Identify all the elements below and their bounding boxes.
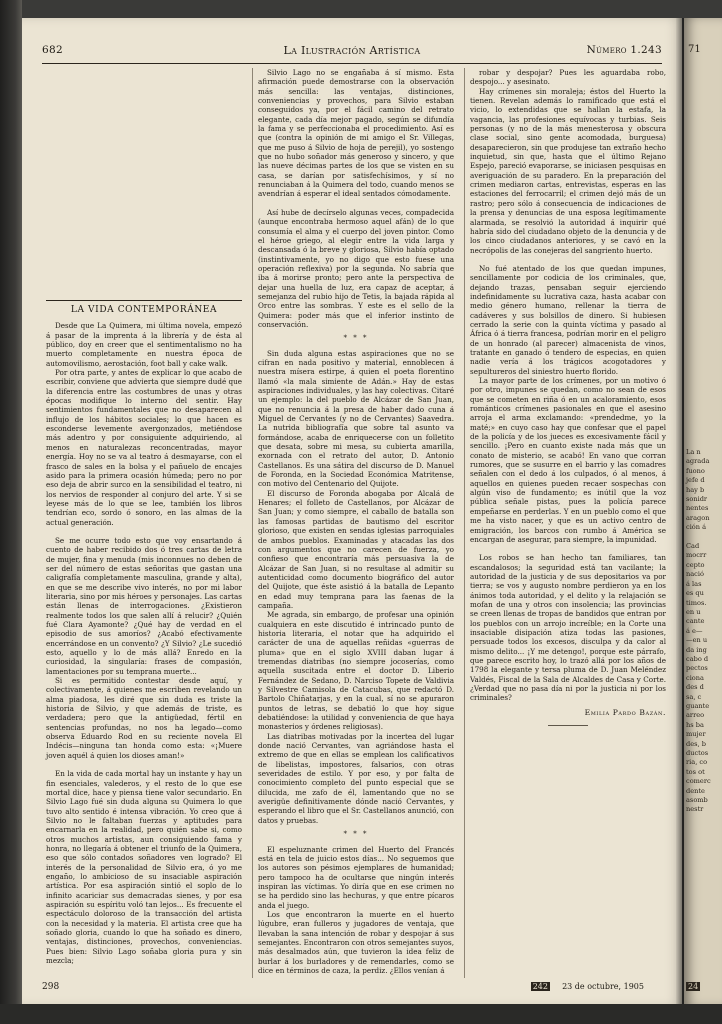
adjacent-page-line: nentes: [686, 504, 709, 513]
adjacent-page-line: fuono: [686, 466, 705, 475]
paragraph: Desde que La Quimera, mi última novela, empezó á pasar de la imprenta á la librería y de ésta al público, doy en creer que el sentimentalismo no ha muerto completamente en nuestra época de automovilismo, aerostación, foot ball y cake walk.: [46, 321, 242, 368]
adjacent-page-line: pectos: [686, 664, 708, 673]
scan-bottom-edge: [0, 1004, 722, 1024]
adjacent-page-line: ciona: [686, 673, 704, 682]
paragraph-gap: [46, 760, 242, 769]
paragraph: La mayor parte de los crímenes, por un motivo ó por otro, impunes se quedan, como no sean de esos que se cometen en riña ó en un acaloramiento, esos románticos crímenes pasionales en que el asesino arroja el arma exclamando: «prendedme, yo la maté;» en cuyo caso hay que confesar que el papel de la policía y de los jueces es excesivamente fácil y sencillo. ¡Pero en cuanto existe nada más que un conato de misterio, se acabó! En vano que corran rumores, que se susurre en el barrio y las comadres señalen con el dedo á los culpados, ó al menos, á aquellos en quienes pueden recaer sospechas con algún viso de fundamento; es inútil que la voz pública señale pistas, pues la policía parece empeñarse en perderlas. Y en un pueblo como el que me ha visto nacer, y que es un activo centro de emigración, los barcos con rumbo á América se encargan de asegurar, para siempre, la impunidad.: [470, 376, 666, 544]
page-footer: [42, 980, 662, 998]
scan-left-edge: [0, 0, 22, 1024]
paragraph: El discurso de Foronda abogaba por Alcalá de Henares; el folleto de Castellanos, por Alcázar de San Juan; y como siempre, el caballo de batalla son las famosas partidas de bautismo del escritor glorioso, que existen en sendas iglesias parroquiales de ambos pueblos. Examinadas y atacadas las dos con argumentos que no carecen de fuerza, yo confieso que encontraría más persuasiva la de Alcázar de San Juan, si no resultase al admitir su autenticidad como documento biográfico del autor del Quijote, que éste asistió á la batalla de Lepanto en edad muy temprana para las faenas de la campaña.: [258, 488, 454, 610]
adjacent-page-line: Cad: [686, 542, 700, 551]
adjacent-page-line: des, b: [686, 739, 706, 748]
adjacent-page-line: ria, co: [686, 758, 708, 767]
adjacent-page-line: aragon: [686, 513, 710, 522]
paragraph: Me agrada, sin embargo, de profesar una opinión cualquiera en este discutido é intrincado punto de historia literaria, el notar que ha adquirido el carácter de una de aquellas reñidas «guerras de pluma» que en el siglo XVIII daban lugar á tremendas diatribas (no siempre jocoserías, como aquella suscitada entre el doctor D. Liberio Fernández de Sedano, D. Narciso Topete de Valdivia y Silvestre Camisola de Catacubas, que redactó D. Bartolo Chiñatarjas, y en la cual, sí no se apuraron puntos de letras, se debatió lo que hoy sigue debatiéndose: la utilidad y conveniencia de que haya monasterios y órdenes religiosas).: [258, 610, 454, 732]
adjacent-page-line: sa, c: [686, 692, 702, 701]
adjacent-page-line: cabo d: [686, 654, 709, 663]
section-title: LA VIDA CONTEMPORÁNEA: [70, 305, 218, 315]
column-2: [258, 68, 454, 975]
adjacent-page-line: nació: [686, 570, 704, 579]
adjacent-page-line: á las: [686, 579, 702, 588]
paragraph-gap: [46, 527, 242, 536]
section-rule: [46, 300, 242, 301]
adjacent-page-line: cante: [686, 617, 705, 626]
adjacent-page-header: 71: [688, 44, 701, 55]
column-1-top-space: [46, 68, 242, 300]
adjacent-page-line: hs ba: [686, 720, 704, 729]
adjacent-page-line: —en u: [686, 636, 708, 645]
adjacent-page-line: agrada: [686, 457, 710, 466]
column-3: [470, 68, 666, 726]
page-number: 682: [42, 44, 63, 56]
adjacent-page-line: La n: [686, 448, 701, 456]
adjacent-page-line: mujer: [686, 730, 706, 739]
signature-rule: [548, 725, 588, 726]
paragraph-gap: [470, 255, 666, 264]
adjacent-page-line: en u: [686, 607, 701, 616]
header-rule: [42, 63, 662, 64]
adjacent-page-line: ción á: [686, 523, 707, 532]
adjacent-page-line: nestr: [686, 805, 704, 814]
paragraph: robar y despojar? Pues les aguardaba robo, despojo... y asesinato.: [470, 68, 666, 87]
magazine-page: [22, 18, 682, 1006]
section-stars: * * *: [343, 830, 369, 839]
paragraph: Hay crímenes sin moraleja; éstos del Huerto la tienen. Revelan además lo ramificado que está el vicio, lo extendidas que se hallan la estafa, la vagancia, las profesiones equívocas y turbias. Seis personas (y no de la más menesterosa y obscura clase social, sino gente acomodada, burguesa) desaparecieron, sin que produjese tan extraño hecho inquietud, sin que, hasta que el último Rejano Espejo, pareció evaporarse, se iniciasen pesquisas en averiguación de su paradero. En la preparación del crimen mediaron cartas, entrevistas, esperas en las estaciones del ferrocarril; el crimen dejó más de un rastro; pero sólo á consecuencia de indicaciones de la prensa y denuncias de una esposa legítimamente alarmada, se resolvió la autoridad á inquirir qué habría sido del ciudadano objeto de la denuncia y de los cinco ciudadanos anteriores, y se cavó en la necrópolis de las conejeras del sangriento huerto.: [470, 86, 666, 255]
adjacent-page-footer: 24: [688, 982, 699, 991]
adjacent-page-line: á e—: [686, 626, 703, 635]
publication-title: La Ilustración Artística: [283, 44, 421, 57]
section-stars: * * *: [343, 334, 369, 343]
adjacent-page-line: dente: [686, 786, 705, 795]
issue-number: Número 1.243: [586, 44, 662, 56]
paragraph: Silvio Lago no se engañaba á sí mismo. Esta afirmación puede demostrarse con la observación más sencilla: las ventajas, distinciones, conveniencias y provechos, para Silvio estaban conseguidos ya, por el fácil camino del retrato elegante, cada día mejor pagado, según se difundía la fama y se perfeccionaba el procedimiento. Así es que (contra la opinión de mi amigo el Sr. Villegas, que me puso á Silvio de hoja de perejil), yo sostengo que no hubo soñador más generoso y sincero, y que las nueve décimas partes de los que se visten en su casa, se darían por satisfechísimos, y sí no renunciaban á la Quimera del todo, cuando menos se avendrían á esperar el ideal sentados cómodamente.: [258, 68, 454, 199]
adjacent-page-line: mocrr: [686, 551, 707, 560]
paragraph: El espeluznante crimen del Huerto del Francés está en tela de juicio estos días... No seguemos que los autores son pésimos ejemplares de humanidad; pero tampoco ha de ocultarse que ningún interés inspiran las víctimas. Yo diría que en ese crimen no se ha perdido sino las hechuras, y que entre pícaros anda el juego.: [258, 844, 454, 910]
page-header: [42, 40, 662, 62]
adjacent-page-line: guante: [686, 701, 710, 710]
adjacent-page-line: [686, 533, 722, 542]
adjacent-page-line: des d: [686, 683, 704, 692]
author-signature: Emilia Pardo Bazán.: [584, 707, 666, 717]
adjacent-page-line: hay b: [686, 485, 705, 494]
column-rule: [252, 68, 253, 978]
footer-date: 23 de octubre, 1905: [562, 982, 644, 991]
footer-issue-box: 242: [532, 982, 548, 991]
adjacent-page-line: da ing: [686, 645, 707, 654]
paragraph: Si es permitido contestar desde aquí, y colectivamente, á quienes me escriben revelando un alma piadosa, les diré que sin duda es triste la historia de Silvio, y que además de triste, es verdadera; pero que la antigüedad, fértil en sentencias profundas, no nos ha legado—como observa Eduardo Rod en su reciente novela El Indécis—ninguna tan honda como esta: «¡Muere joven aquél á quien los dioses aman!»: [46, 676, 242, 760]
adjacent-page-line: tos ot: [686, 767, 705, 776]
adjacent-page-line: sonidr: [686, 495, 708, 504]
adjacent-page-line: ductos: [686, 749, 709, 757]
paragraph: Las diatribas motivadas por la incertea del lugar donde nació Cervantes, van agriándose hasta el extremo de que en ellas se emplean los calificativos de libelistas, impostores, falsarios, con otras severidades de estilo. Y por eso, y por falta de conocimiento completo del punto especial que se dilucida, me zafo de él, lamentando que no se averigüe definitivamente dónde nació Cervantes, y esperando el libro que el Sr. Castellanos anunció, con datos y pruebas.: [258, 731, 454, 825]
paragraph: Por otra parte, y antes de explicar lo que acabo de escribir, conviene que advierta que siempre dudé que la diferencia entre las costumbres de unas y otras épocas modifique lo interno del sentir. Hay sentimientos fundamentales que no desaparecen al influjo de los hábitos sociales; lo que hacen es esconderse levemente avergonzados, metiéndose más adentro y por consiguiente adquiriendo, al menos en naturalezas reconcentradas, mayor energía. Hoy no se va al teatro á desmayarse, con el frasco de sales en la bolsa y el pañuelo de encajes asido para la primera ocasión húmeda; pero no por eso deja de abrir surco en la sensibilidad el teatro, ni los nervios de responder al conjuro del arte. Y si se leyese más de lo que se lee, también los libros tendrían eco, sordo ó sonoro, en las almas de la actual generación.: [46, 368, 242, 527]
paragraph-gap: [470, 544, 666, 553]
column-rule: [464, 68, 465, 978]
paragraph: Así hube de decírselo algunas veces, compadecida (aunque encontraba hermoso aquel afán) de lo que consumía el alma y el cuerpo del joven pintor. Como el héroe griego, al elegir entre la vida larga y descansada ó la breve y gloriosa, Silvio había optado (instintivamente, yo no digo que esto fuese una operación reflexiva) por la segunda. No sabría que iba á morirse pronto; pero ante la perspectiva de dejar una huella de luz, era capaz de aceptar, á semejanza del rubio hijo de Tetis, la bajada rápida al Orco entre las sombras. Y este es el sello de la Quimera: poder más que el inferior instinto de conservación.: [258, 207, 454, 329]
adjacent-page-line: asomb: [686, 796, 708, 805]
adjacent-page: [684, 18, 722, 1006]
paragraph: Sin duda alguna estas aspiraciones que no se cifran en nada positivo y material, ennoblecen á nuestra mísera estirpe, á quien el poeta florentino llamó «la mala simiente de Adán.» Hay de estas aspiraciones individuales, y las hay colectivas. Citaré un ejemplo: la del pueblo de Alcázar de San Juan, que no renuncia á la presa de haber dado cuna á Miguel de Cervantes (y no de Cervantes) Saavedra. La nutrida bibliografía que sobre tal asunto va formándose, acaba de enriquecerse con un folletito que desata, sobre mi mesa, su cubierta amarilla, exornada con el retrato del autor, D. Antonio Castellanos. Es una sátira del discurso de D. Manuel de Foronda, en la Sociedad Económica Matritense, con motivo del Centenario del Quijote.: [258, 348, 454, 489]
footer-folio: 298: [42, 982, 60, 992]
adjacent-page-line: timos.: [686, 598, 707, 607]
paragraph: No fué atentado de los que quedan impunes, sencillamente por codicia de los criminales, que, dejando trazas, pensaban seguir ejerciendo indefinidamente su lucrativa caza, hasta acabar con medio género humano, rellenar la tierra de cadáveres y sus bolsillos de dinero. Si hubiesen cerrado la serie con la quinta víctima y pasado al África ó á tierra francesa, podrían morir en el peligro de un honrado (al parecer) almacenista de vinos, tratante en ganado ó tendero de especias, en quien nadie vería á los trágicos acogotadores y sepultureros del siniestro huerto florido.: [470, 263, 666, 376]
adjacent-page-line: arreo: [686, 711, 705, 720]
adjacent-page-text: [686, 448, 722, 815]
paragraph: Los que encontraron la muerte en el huerto lúgubre, eran fulleros y jugadores de ventaja, que llevaban la sana intención de robar y despojar á sus semejantes. Encontraron con otros semejantes suyos, más desalmados aún, que tuvieron la idea feliz de burlar á los burladores y de remendarles, como se dice en términos de caza, la perdiz. ¿Ellos venían á: [258, 909, 454, 975]
adjacent-page-line: cepto: [686, 560, 705, 569]
paragraph-gap: [258, 199, 454, 208]
paragraph: Se me ocurre todo esto que voy ensartando á cuento de haber recibido dos ó tres cartas de letra de mujer, fina y menuda (mis inconnues no deben de ser del número de estas señoritas que gastan una caligrafía completamente masculina, grande y alta), en que se me describe vivo interés, no por mi labor literaria, sino por mis héroes y personajes. Las cartas están llenas de interrogaciones. ¿Existieron realmente todos los que salen allí á relucir? ¿Quién fué Clara Ayamonte? ¿Qué hay de verdad en el episodio de sus amoríos? ¿Acabó efectivamente encerrándose en un convento? ¿Y Silvio? ¿Le sucedió esto, aquello y lo de más allá? Enredo en la curiosidad, la singularía: frases de compasión, lamentaciones por su temprana muerte...: [46, 535, 242, 676]
adjacent-page-line: jefe d: [686, 476, 705, 485]
adjacent-page-line: comerc: [686, 777, 711, 786]
paragraph: En la vida de cada mortal hay un instante y hay un fin esenciales, valederos, y el resto de lo que ese mortal dice, hace y piensa tiene valor secundario. En Silvio Lago fué sin duda alguna su Quimera lo que tuvo alto sentido é intensa vibración. Yo creo que á Silvio no le faltaban fuerzas y aptitudes para encarnarla en la realidad, pero quién sabe si, como otros muchos artistas, aun consiguiendo fama y honra, no llegaría á obtener el triunfo de la Quimera, eso que sólo contados soñadores ven logrado? El interés de la personalidad de Silvio era, ó yo me engaño, lo ambicioso de su insaciable aspiración artística. Por esa aspiración sintió el soplo de lo infinito acariciar sus demacradas sienes, y por esa aspiración su espíritu voló tan lejos... Es frecuente el espectáculo doloroso de la transacción del artista con la necesidad y la materia. El artista cree que ha soñado gloria, cuando lo que ha soñado es dinero, ventajas, distinciones, provechos, conveniencias. Pues bien: Silvio Lago soñaba gloria pura y sin mezcla;: [46, 769, 242, 966]
adjacent-page-line: es qu: [686, 589, 704, 598]
column-1: [46, 68, 242, 965]
paragraph: Los robos se han hecho tan familiares, tan escandalosos; la seguridad está tan vacilante; la autoridad de la justicia y de sus depositarios va por tierra; se vos y augusto nombre perdieron ya en los ánimos toda autoridad, y el delito y la relajación se mofan de una y otros con insolencia; las provincias se creen llenas de tropas de bandidos que entran por los pueblos con un arrojo increíble; en la Corte una insaciable disipación atiza todas las pasiones, persuade todos los excesos, disculpa y da calor al mismo delito... ¡Y me detengo!, porque este párrafo, que parece escrito hoy, lo trazó allá por los años de 1798 la elegante y tersa pluma de D. Juan Meléndez Valdés, Fiscal de la Sala de Alcaldes de Casa y Corte. ¿Verdad que no pasa día ni por la justicia ni por los criminales?: [470, 553, 666, 703]
